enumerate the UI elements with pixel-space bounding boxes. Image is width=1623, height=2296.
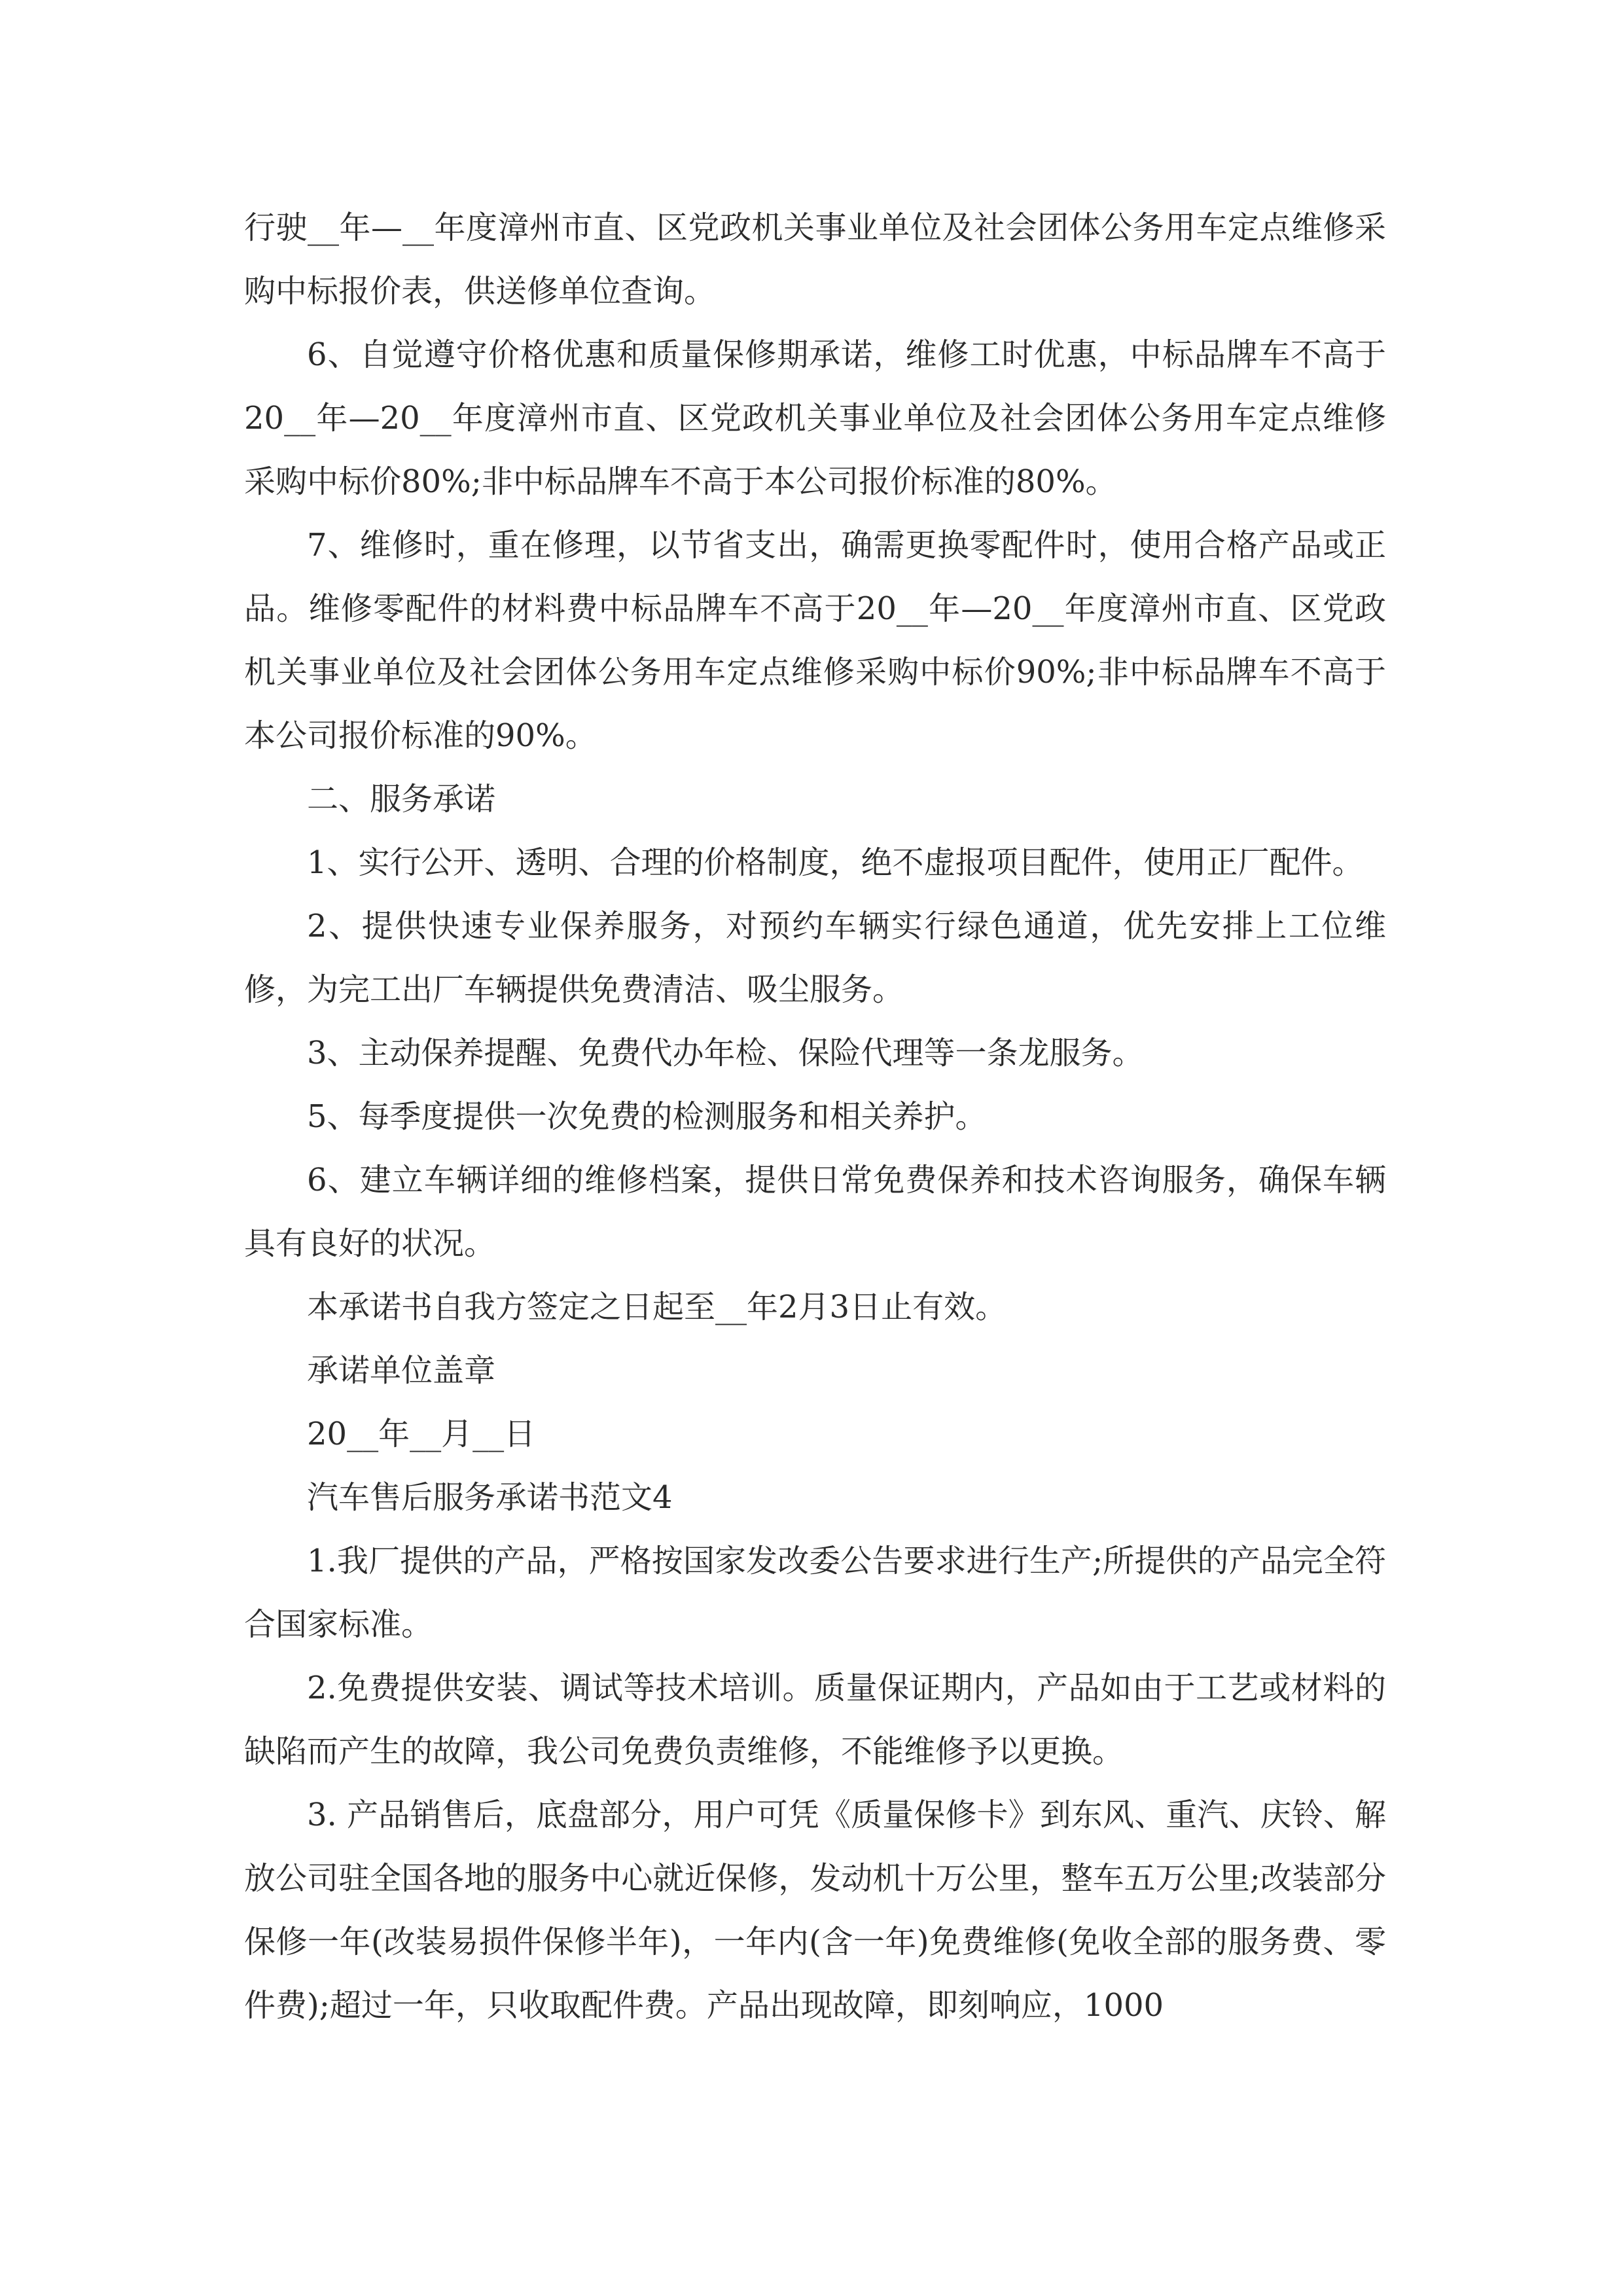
paragraph-sample4-item-3: 3. 产品销售后，底盘部分，用户可凭《质量保修卡》到东风、重汽、庆铃、解放公司驻全国各地的服务中心就近保修，发动机十万公里，整车五万公里;改装部分保修一年(改装易损件保修半年)，一年内(含一年)免费维修(免收全部的服务费、零件费);超过一年，只收取配件费。产品出现故障，即刻响应，1000 [244, 1797, 1386, 2024]
signature-date-line: 20__年__月__日 [307, 1416, 536, 1452]
section-heading-service-commitment: 二、服务承诺 [307, 781, 496, 817]
sample-title-4: 汽车售后服务承诺书范文4 [307, 1479, 673, 1516]
signature-seal-line: 承诺单位盖章 [307, 1352, 496, 1389]
paragraph-service-item-5: 5、每季度提供一次免费的检测服务和相关养护。 [307, 1098, 987, 1135]
paragraph-sample4-item-2: 2.免费提供安装、调试等技术培训。质量保证期内，产品如由于工艺或材料的缺陷而产生的故障，我公司免费负责维修，不能维修予以更换。 [244, 1670, 1386, 1770]
paragraph-service-item-2: 2、提供快速专业保养服务，对预约车辆实行绿色通道，优先安排上工位维修，为完工出厂车辆提供免费清洁、吸尘服务。 [244, 908, 1386, 1008]
paragraph-item-7-parts-commitment: 7、维修时，重在修理，以节省支出，确需更换零配件时，使用合格产品或正品。维修零配件的材料费中标品牌车不高于20__年—20__年度漳州市直、区党政机关事业单位及社会团体公务用车定点维修采购中标价90%;非中标品牌车不高于本公司报价标准的90%。 [244, 527, 1386, 754]
paragraph-service-item-3: 3、主动保养提醒、免费代办年检、保险代理等一条龙服务。 [307, 1035, 1144, 1071]
paragraph-item-6-price-commitment: 6、自觉遵守价格优惠和质量保修期承诺，维修工时优惠，中标品牌车不高于20__年—20__年度漳州市直、区党政机关事业单位及社会团体公务用车定点维修采购中标价80%;非中标品牌车不高于本公司报价标准的80%。 [244, 336, 1386, 500]
paragraph-continuation: 行驶__年—__年度漳州市直、区党政机关事业单位及社会团体公务用车定点维修采购中标报价表，供送修单位查询。 [244, 209, 1386, 310]
document-body [244, 196, 1386, 2037]
paragraph-service-item-1: 1、实行公开、透明、合理的价格制度，绝不虚报项目配件，使用正厂配件。 [307, 844, 1364, 881]
paragraph-validity-statement: 本承诺书自我方签定之日起至__年2月3日止有效。 [307, 1289, 1007, 1325]
paragraph-service-item-6: 6、建立车辆详细的维修档案，提供日常免费保养和技术咨询服务，确保车辆具有良好的状况。 [244, 1162, 1386, 1262]
paragraph-sample4-item-1: 1.我厂提供的产品，严格按国家发改委公告要求进行生产;所提供的产品完全符合国家标准。 [244, 1543, 1386, 1643]
